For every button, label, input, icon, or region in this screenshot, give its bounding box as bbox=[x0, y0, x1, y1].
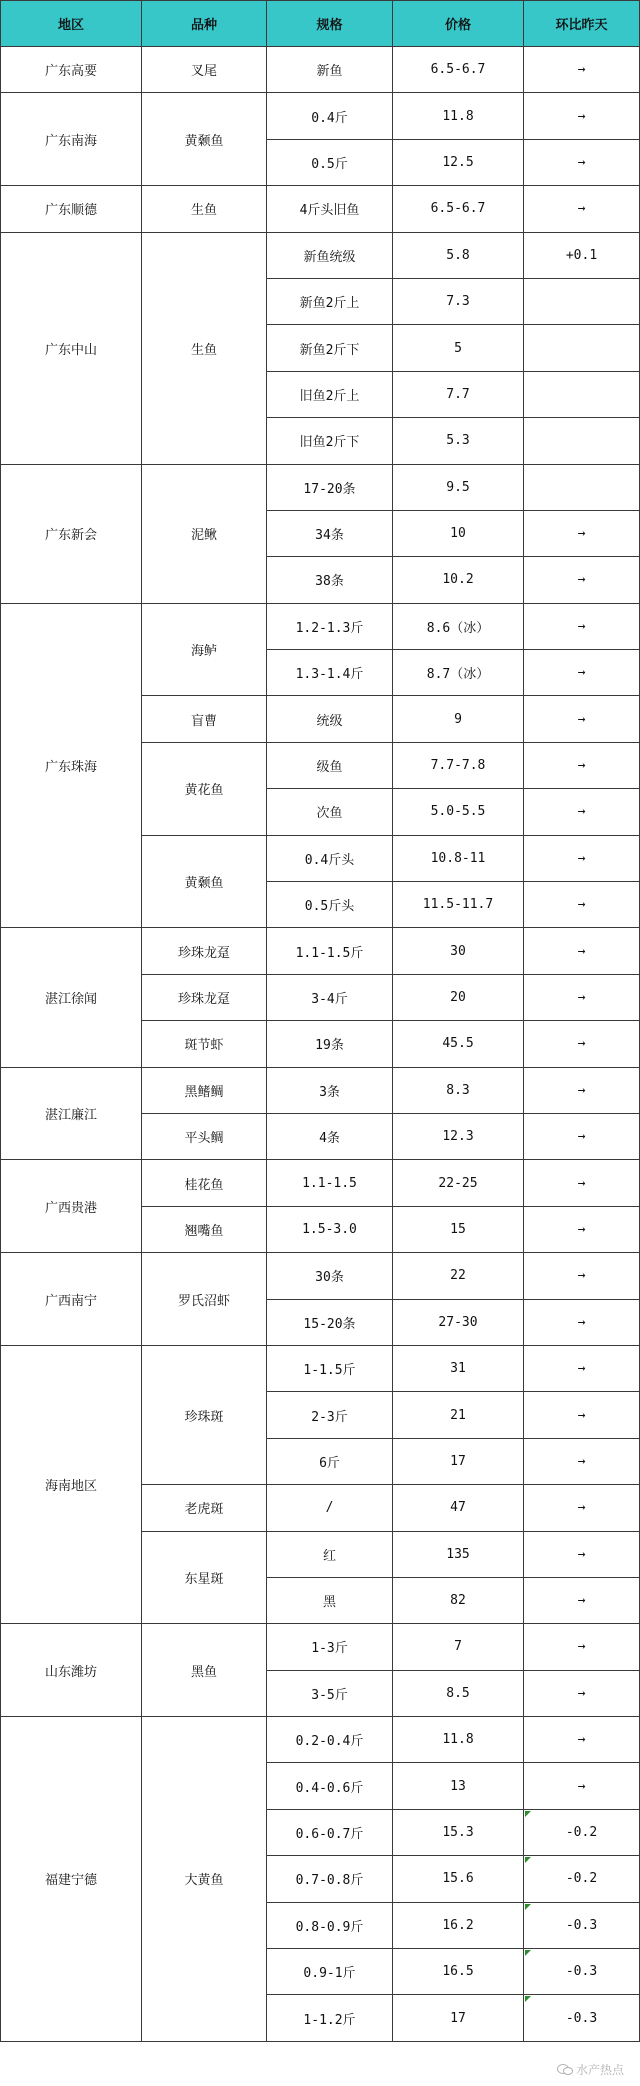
spec-cell: 4斤头旧鱼 bbox=[267, 186, 393, 232]
table-row bbox=[1, 232, 640, 278]
region-cell: 广东高要 bbox=[1, 47, 142, 93]
price-cell: 5 bbox=[393, 325, 524, 371]
change-value: -0.2 bbox=[565, 1871, 598, 1887]
change-value: → bbox=[577, 1500, 586, 1516]
table-body bbox=[1, 47, 640, 2042]
price-cell: 15 bbox=[393, 1206, 524, 1252]
variety-cell: 生鱼 bbox=[142, 232, 267, 464]
price-cell: 15.3 bbox=[393, 1809, 524, 1855]
region-cell: 广西南宁 bbox=[1, 1253, 142, 1346]
spec-cell: 新鱼2斤上 bbox=[267, 278, 393, 324]
spec-cell: 0.7-0.8斤 bbox=[267, 1856, 393, 1902]
change-value: → bbox=[577, 1036, 586, 1052]
spec-cell: 3-4斤 bbox=[267, 974, 393, 1020]
price-cell: 6.5-6.7 bbox=[393, 47, 524, 93]
price-cell: 11.5-11.7 bbox=[393, 882, 524, 928]
spec-cell: 次鱼 bbox=[267, 789, 393, 835]
variety-cell: 大黄鱼 bbox=[142, 1717, 267, 2042]
spec-cell: 34条 bbox=[267, 510, 393, 556]
spec-cell: 4条 bbox=[267, 1113, 393, 1159]
change-cell bbox=[524, 1577, 640, 1623]
price-cell: 5.0-5.5 bbox=[393, 789, 524, 835]
change-cell bbox=[524, 325, 640, 371]
col-header-spec: 规格 bbox=[267, 1, 393, 47]
variety-cell: 黄颡鱼 bbox=[142, 835, 267, 928]
change-cell bbox=[524, 1717, 640, 1763]
change-cell bbox=[524, 789, 640, 835]
change-value: → bbox=[577, 618, 586, 634]
change-cell bbox=[524, 93, 640, 139]
change-cell bbox=[524, 1995, 640, 2041]
change-value: → bbox=[577, 804, 586, 820]
change-value: → bbox=[577, 1268, 586, 1284]
change-value: → bbox=[577, 943, 586, 959]
change-cell bbox=[524, 1624, 640, 1670]
change-value: → bbox=[577, 1407, 586, 1423]
spec-cell: 1.3-1.4斤 bbox=[267, 650, 393, 696]
spec-cell: 0.5斤 bbox=[267, 139, 393, 185]
spec-cell: 30条 bbox=[267, 1253, 393, 1299]
change-cell bbox=[524, 1392, 640, 1438]
price-cell: 12.3 bbox=[393, 1113, 524, 1159]
variety-cell: 珍珠龙趸 bbox=[142, 928, 267, 974]
change-value: → bbox=[577, 758, 586, 774]
spec-cell: 3-5斤 bbox=[267, 1670, 393, 1716]
price-cell: 11.8 bbox=[393, 93, 524, 139]
change-cell bbox=[524, 1763, 640, 1809]
price-cell: 15.6 bbox=[393, 1856, 524, 1902]
change-value: → bbox=[577, 850, 586, 866]
change-cell bbox=[524, 1485, 640, 1531]
change-cell bbox=[524, 510, 640, 556]
price-cell: 6.5-6.7 bbox=[393, 186, 524, 232]
price-cell: 17 bbox=[393, 1438, 524, 1484]
watermark bbox=[557, 2061, 624, 2078]
change-cell bbox=[524, 1902, 640, 1948]
region-cell: 广东新会 bbox=[1, 464, 142, 603]
change-value: → bbox=[577, 62, 586, 78]
variety-cell: 平头鲷 bbox=[142, 1113, 267, 1159]
change-value: +0.1 bbox=[565, 247, 598, 263]
change-cell bbox=[524, 974, 640, 1020]
spec-cell: 新鱼2斤下 bbox=[267, 325, 393, 371]
price-cell: 7 bbox=[393, 1624, 524, 1670]
table-row bbox=[1, 47, 640, 93]
wechat-icon bbox=[557, 2064, 573, 2075]
change-cell bbox=[524, 557, 640, 603]
change-cell bbox=[524, 1253, 640, 1299]
price-cell: 8.6（冰） bbox=[393, 603, 524, 649]
change-value: → bbox=[577, 897, 586, 913]
price-cell: 16.2 bbox=[393, 1902, 524, 1948]
change-value: → bbox=[577, 108, 586, 124]
change-cell bbox=[524, 1856, 640, 1902]
change-value: → bbox=[577, 1732, 586, 1748]
col-header-change: 环比昨天 bbox=[524, 1, 640, 47]
header-row bbox=[1, 1, 640, 47]
change-value: → bbox=[577, 572, 586, 588]
price-cell: 12.5 bbox=[393, 139, 524, 185]
price-cell: 47 bbox=[393, 1485, 524, 1531]
comment-marker-icon bbox=[525, 1996, 531, 2002]
change-value: → bbox=[577, 1361, 586, 1377]
change-value: → bbox=[577, 1546, 586, 1562]
change-value: → bbox=[577, 990, 586, 1005]
variety-cell: 翘嘴鱼 bbox=[142, 1206, 267, 1252]
change-cell bbox=[524, 928, 640, 974]
spec-cell: 17-20条 bbox=[267, 464, 393, 510]
spec-cell: 1.5-3.0 bbox=[267, 1206, 393, 1252]
table-row bbox=[1, 1345, 640, 1391]
spec-cell: 0.5斤头 bbox=[267, 882, 393, 928]
price-cell: 20 bbox=[393, 974, 524, 1020]
price-cell: 9.5 bbox=[393, 464, 524, 510]
price-cell: 7.7-7.8 bbox=[393, 742, 524, 788]
spec-cell: 1.1-1.5 bbox=[267, 1160, 393, 1206]
change-cell bbox=[524, 1206, 640, 1252]
table-row bbox=[1, 1160, 640, 1206]
variety-cell: 桂花鱼 bbox=[142, 1160, 267, 1206]
change-cell bbox=[524, 1021, 640, 1067]
spec-cell: 0.4-0.6斤 bbox=[267, 1763, 393, 1809]
spec-cell: 统级 bbox=[267, 696, 393, 742]
change-value: -0.2 bbox=[565, 1825, 598, 1841]
change-cell bbox=[524, 464, 640, 510]
change-cell bbox=[524, 1113, 640, 1159]
spec-cell: 1-1.2斤 bbox=[267, 1995, 393, 2041]
price-cell: 22-25 bbox=[393, 1160, 524, 1206]
spec-cell: 19条 bbox=[267, 1021, 393, 1067]
variety-cell: 盲曹 bbox=[142, 696, 267, 742]
change-value: → bbox=[577, 711, 586, 727]
table-row bbox=[1, 1717, 640, 1763]
region-cell: 广东珠海 bbox=[1, 603, 142, 928]
variety-cell: 老虎斑 bbox=[142, 1485, 267, 1531]
price-cell: 7.3 bbox=[393, 278, 524, 324]
variety-cell: 泥鳅 bbox=[142, 464, 267, 603]
price-cell: 45.5 bbox=[393, 1021, 524, 1067]
price-cell: 11.8 bbox=[393, 1717, 524, 1763]
comment-marker-icon bbox=[525, 1904, 531, 1910]
price-cell: 7.7 bbox=[393, 371, 524, 417]
spec-cell: 旧鱼2斤上 bbox=[267, 371, 393, 417]
change-cell bbox=[524, 835, 640, 881]
variety-cell: 黑鱼 bbox=[142, 1624, 267, 1717]
change-cell bbox=[524, 1670, 640, 1716]
price-cell: 16.5 bbox=[393, 1949, 524, 1995]
change-value: → bbox=[577, 1453, 586, 1469]
price-cell: 5.3 bbox=[393, 418, 524, 464]
change-value: → bbox=[577, 526, 586, 542]
change-value: -0.3 bbox=[565, 1964, 598, 1980]
change-cell bbox=[524, 232, 640, 278]
spec-cell: 0.4斤 bbox=[267, 93, 393, 139]
change-value: → bbox=[577, 1129, 586, 1145]
spec-cell: 6斤 bbox=[267, 1438, 393, 1484]
change-cell bbox=[524, 1299, 640, 1345]
variety-cell: 罗氏沼虾 bbox=[142, 1253, 267, 1346]
table-row bbox=[1, 1067, 640, 1113]
variety-cell: 黄花鱼 bbox=[142, 742, 267, 835]
price-cell: 13 bbox=[393, 1763, 524, 1809]
variety-cell: 黄颡鱼 bbox=[142, 93, 267, 186]
comment-marker-icon bbox=[525, 1811, 531, 1817]
price-cell: 10 bbox=[393, 510, 524, 556]
change-cell bbox=[524, 882, 640, 928]
spec-cell: 0.6-0.7斤 bbox=[267, 1809, 393, 1855]
price-cell: 8.5 bbox=[393, 1670, 524, 1716]
change-cell bbox=[524, 1531, 640, 1577]
price-cell: 8.3 bbox=[393, 1067, 524, 1113]
price-cell: 22 bbox=[393, 1253, 524, 1299]
change-value: → bbox=[577, 1685, 586, 1701]
spec-cell: 38条 bbox=[267, 557, 393, 603]
change-value: → bbox=[577, 1221, 586, 1237]
spec-cell: 红 bbox=[267, 1531, 393, 1577]
change-cell bbox=[524, 650, 640, 696]
change-cell bbox=[524, 603, 640, 649]
change-value: → bbox=[577, 665, 586, 681]
spec-cell: 级鱼 bbox=[267, 742, 393, 788]
change-cell bbox=[524, 1809, 640, 1855]
price-cell: 17 bbox=[393, 1995, 524, 2041]
comment-marker-icon bbox=[525, 1857, 531, 1863]
watermark-text: 水产热点 bbox=[575, 2063, 624, 2077]
change-value: → bbox=[577, 1314, 586, 1330]
region-cell: 福建宁德 bbox=[1, 1717, 142, 2042]
price-cell: 21 bbox=[393, 1392, 524, 1438]
change-value: → bbox=[577, 1593, 586, 1609]
table-row bbox=[1, 93, 640, 139]
comment-marker-icon bbox=[525, 1950, 531, 1956]
region-cell: 湛江徐闻 bbox=[1, 928, 142, 1067]
spec-cell: 黑 bbox=[267, 1577, 393, 1623]
price-cell: 82 bbox=[393, 1577, 524, 1623]
table-row bbox=[1, 928, 640, 974]
region-cell: 广东中山 bbox=[1, 232, 142, 464]
change-value: → bbox=[577, 201, 586, 217]
spec-cell: 0.4斤头 bbox=[267, 835, 393, 881]
change-value: → bbox=[577, 1778, 586, 1794]
region-cell: 广东南海 bbox=[1, 93, 142, 186]
change-value: → bbox=[577, 1639, 586, 1655]
change-cell bbox=[524, 418, 640, 464]
spec-cell: 0.8-0.9斤 bbox=[267, 1902, 393, 1948]
spec-cell: 0.2-0.4斤 bbox=[267, 1717, 393, 1763]
change-cell bbox=[524, 371, 640, 417]
variety-cell: 斑节虾 bbox=[142, 1021, 267, 1067]
change-value: → bbox=[577, 1175, 586, 1191]
change-cell bbox=[524, 696, 640, 742]
change-cell bbox=[524, 1438, 640, 1484]
spec-cell: 新鱼统级 bbox=[267, 232, 393, 278]
region-cell: 广西贵港 bbox=[1, 1160, 142, 1253]
spec-cell: / bbox=[267, 1485, 393, 1531]
price-cell: 30 bbox=[393, 928, 524, 974]
table-row bbox=[1, 1624, 640, 1670]
col-header-price: 价格 bbox=[393, 1, 524, 47]
change-value: -0.3 bbox=[565, 2010, 598, 2026]
price-cell: 9 bbox=[393, 696, 524, 742]
spec-cell: 2-3斤 bbox=[267, 1392, 393, 1438]
variety-cell: 珍珠斑 bbox=[142, 1345, 267, 1484]
price-cell: 135 bbox=[393, 1531, 524, 1577]
variety-cell: 珍珠龙趸 bbox=[142, 974, 267, 1020]
table-row bbox=[1, 186, 640, 232]
variety-cell: 东星斑 bbox=[142, 1531, 267, 1624]
price-cell: 10.2 bbox=[393, 557, 524, 603]
region-cell: 山东潍坊 bbox=[1, 1624, 142, 1717]
spec-cell: 1-3斤 bbox=[267, 1624, 393, 1670]
variety-cell: 黑鳍鲷 bbox=[142, 1067, 267, 1113]
col-header-variety: 品种 bbox=[142, 1, 267, 47]
change-value: → bbox=[577, 154, 586, 170]
spec-cell: 15-20条 bbox=[267, 1299, 393, 1345]
price-cell: 10.8-11 bbox=[393, 835, 524, 881]
change-cell bbox=[524, 186, 640, 232]
spec-cell: 1-1.5斤 bbox=[267, 1345, 393, 1391]
region-cell: 广东顺德 bbox=[1, 186, 142, 232]
spec-cell: 1.1-1.5斤 bbox=[267, 928, 393, 974]
price-cell: 5.8 bbox=[393, 232, 524, 278]
change-cell bbox=[524, 742, 640, 788]
change-cell bbox=[524, 1067, 640, 1113]
table-row bbox=[1, 464, 640, 510]
change-cell bbox=[524, 1160, 640, 1206]
spec-cell: 旧鱼2斤下 bbox=[267, 418, 393, 464]
variety-cell: 海鲈 bbox=[142, 603, 267, 696]
change-value: → bbox=[577, 1082, 586, 1098]
price-cell: 27-30 bbox=[393, 1299, 524, 1345]
change-cell bbox=[524, 1949, 640, 1995]
change-value: -0.3 bbox=[565, 1917, 598, 1933]
variety-cell: 叉尾 bbox=[142, 47, 267, 93]
change-cell bbox=[524, 278, 640, 324]
price-cell: 8.7（冰） bbox=[393, 650, 524, 696]
spec-cell: 0.9-1斤 bbox=[267, 1949, 393, 1995]
table-row bbox=[1, 1253, 640, 1299]
variety-cell: 生鱼 bbox=[142, 186, 267, 232]
spec-cell: 1.2-1.3斤 bbox=[267, 603, 393, 649]
region-cell: 海南地区 bbox=[1, 1345, 142, 1623]
spec-cell: 3条 bbox=[267, 1067, 393, 1113]
col-header-region: 地区 bbox=[1, 1, 142, 47]
spec-cell: 新鱼 bbox=[267, 47, 393, 93]
change-cell bbox=[524, 47, 640, 93]
change-cell bbox=[524, 1345, 640, 1391]
change-cell bbox=[524, 139, 640, 185]
table-row bbox=[1, 603, 640, 649]
region-cell: 湛江廉江 bbox=[1, 1067, 142, 1160]
price-cell: 31 bbox=[393, 1345, 524, 1391]
